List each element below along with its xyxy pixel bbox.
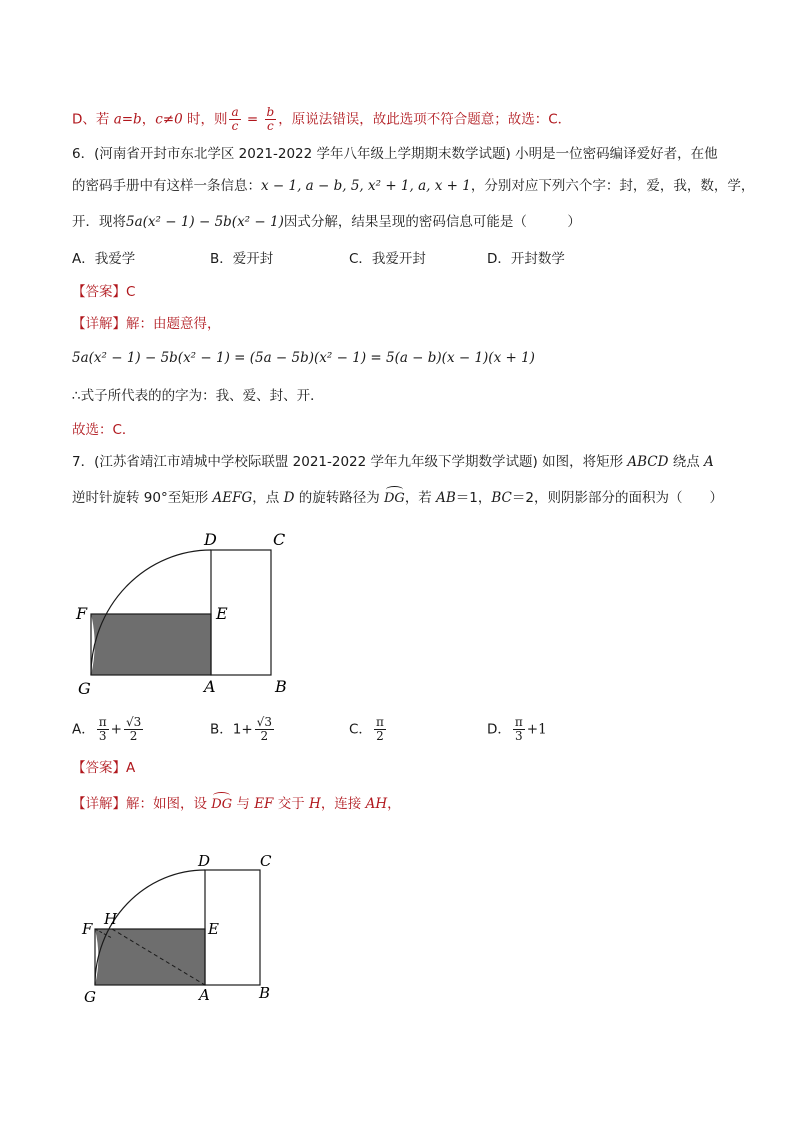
q7-option-c: C． $\frac{\pi}{2}$ [349,715,384,743]
q6-conclusion: ∴式子所代表的的字为：我、爱、封、开． [72,388,324,404]
label-g: G [84,988,96,1006]
q6-option-a: A．我爱学 [72,251,136,267]
q7-stem-line2: 逆时针旋转 90°至矩形 AEFG，点 D 的旋转路径为 DG，若 AB＝1，BC＝2，则阴影部分的面积为（ ） [72,488,723,509]
label-e: E [208,920,219,938]
label-f: F [82,920,93,938]
label-b: B [275,677,287,696]
option-d-explanation: D、若 a=b，c≠0 时，则 $\frac{a}{c}$ = $\frac{b}{c}$ ，原说法错误，故此选项不符合题意；故选：C． [72,105,572,133]
q7-option-b: B．1+ $\frac{√3}{2}$ [210,715,272,743]
q7-option-d: D． $\frac{\pi}{3}$ +1 [487,715,547,743]
q6-equation: 5a(x² − 1) − 5b(x² − 1) = (5a − 5b)(x² − 1) = 5(a − b)(x − 1)(x + 1) [72,350,535,366]
shaded-rect [91,614,211,675]
label-g: G [78,679,91,698]
q6-stem-line3: 开．现将5a(x² − 1) − 5b(x² − 1)因式分解，结果呈现的密码信息可能是（ ） [72,214,581,230]
label-h: H [104,910,118,928]
q6-stem-line1: 6．(河南省开封市东北学区 2021-2022 学年八年级上学期期末数学试题) 小明是一位密码编译爱好者，在他 [72,146,718,162]
label-f: F [76,604,88,623]
label-d: D [204,530,217,549]
figure-rectangle-rotation-2 [78,850,298,1020]
q7-detail: 【详解】解：如图，设 DG 与 EF 交于 H，连接 AH， [72,794,401,815]
q6-choose: 故选：C． [72,422,136,438]
q6-stem-line2: 的密码手册中有这样一条信息：x − 1, a − b, 5, x² + 1, a, x + 1，分别对应下列六个字：封，爱，我，数，学， [72,178,755,194]
q7-answer: 【答案】A [72,760,136,776]
label-a: A [204,677,216,696]
q7-option-a: A． $\frac{\pi}{3}$ + $\frac{√3}{2}$ [72,715,142,743]
label-b: B [259,984,271,1002]
figure-rectangle-rotation-1 [70,525,310,705]
shaded-rect [95,929,205,985]
q6-detail: 【详解】解：由题意得， [72,316,221,332]
q6-option-b: B．爱开封 [210,251,274,267]
q6-answer: 【答案】C [72,284,136,300]
q6-option-c: C．我爱开封 [349,251,426,267]
label-d: D [198,852,211,870]
label-a: A [199,986,210,1004]
label-e: E [216,604,228,623]
q7-stem-line1: 7．(江苏省靖江市靖城中学校际联盟 2021-2022 学年九年级下学期数学试题) 如图，将矩形 ABCD 绕点 A [72,454,714,470]
label-c: C [260,852,272,870]
label-c: C [273,530,286,549]
q6-option-d: D．开封数学 [487,251,565,267]
